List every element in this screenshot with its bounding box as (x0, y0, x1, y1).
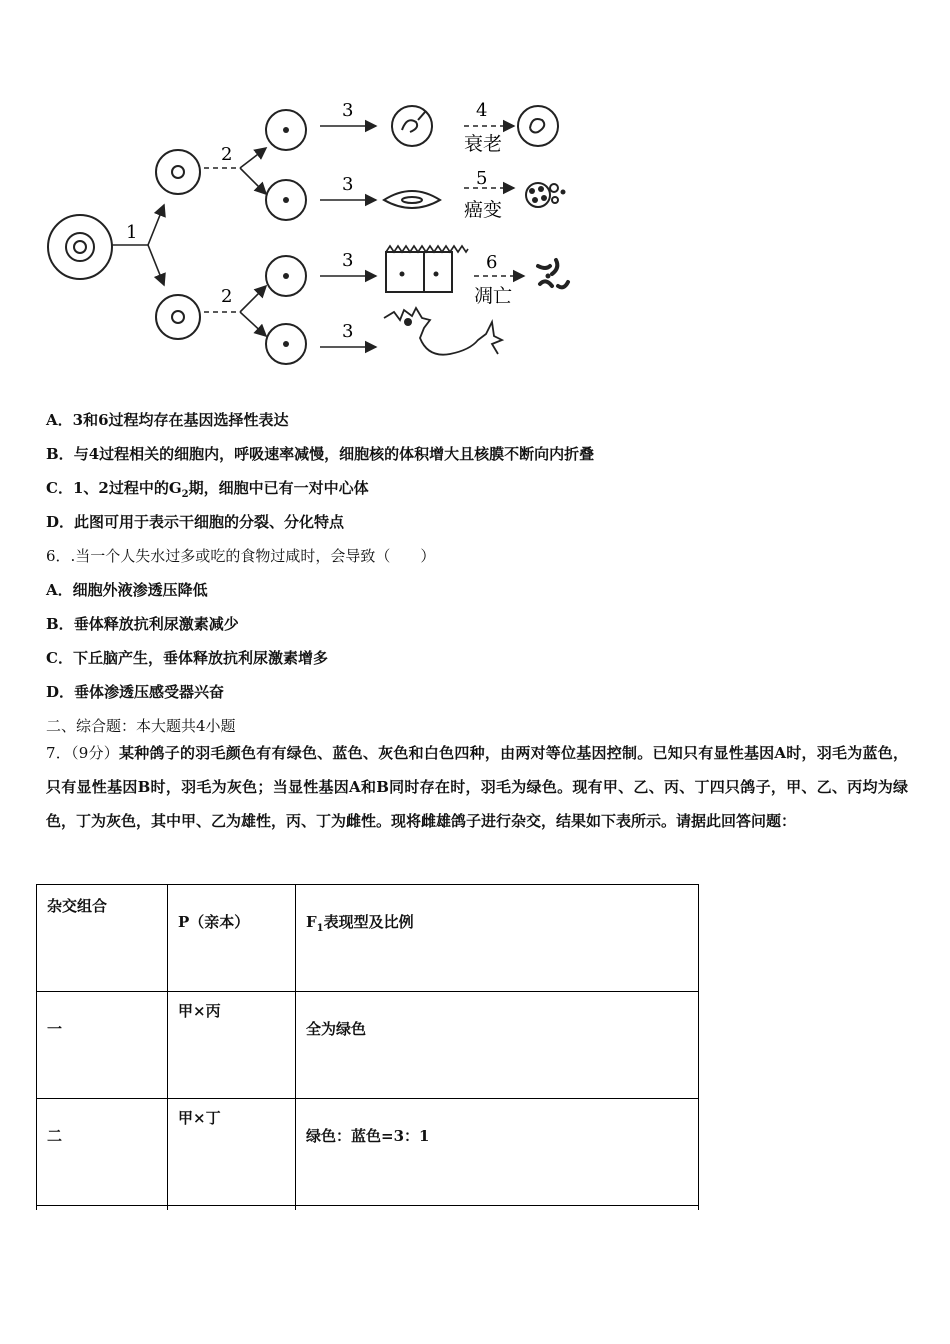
header-parents: P（亲本） (168, 885, 296, 992)
process-3-arrows (320, 126, 376, 347)
process-1-arrows (112, 205, 164, 285)
q6-option-d: D．垂体渗透压感受器兴奋 (46, 683, 225, 701)
arrow-label-3-d: 3 (342, 321, 354, 342)
differentiated-cell-round (392, 106, 432, 146)
arrow-label-2-lower: 2 (221, 286, 233, 307)
apoptotic-fragments (538, 260, 568, 287)
differentiated-cell-spindle (384, 191, 440, 208)
row-result: 全为绿色 (296, 992, 699, 1099)
differentiated-cell-neuron (384, 308, 502, 355)
table-row (37, 1099, 699, 1206)
q7-text: 某种鸽子的羽毛颜色有有绿色、蓝色、灰色和白色四种，由两对等位基因控制。已知只有显性基因A时，羽毛为蓝色，只有显性基因B时，羽毛为灰色；当显性基因A和B同时存在时，羽毛为绿色。现有甲、乙、丙、丁四只鸽子，甲、乙、丙均为绿色，丁为灰色，其中甲、乙为雄性，丙、丁为雌性。现将雌雄鸽子进行杂交，结果如下表所示。请据此回答问题： (46, 744, 908, 830)
row-group: 二 (37, 1099, 168, 1206)
q5-option-b: B．与4过程相关的细胞内，呼吸速率减慢，细胞核的体积增大且核膜不断向内折叠 (46, 445, 595, 463)
aged-cell (518, 106, 558, 146)
stage-label-cancer: 癌变 (464, 199, 503, 221)
process-2-lower-arrows (204, 286, 266, 336)
stage-label-aging: 衰老 (464, 133, 503, 155)
arrow-label-2-upper: 2 (221, 144, 233, 165)
arrow-label-4: 4 (476, 100, 488, 121)
q7-paragraph (46, 736, 908, 838)
differentiated-cell-epithelial (386, 246, 468, 292)
arrow-label-6: 6 (486, 252, 498, 273)
process-2-upper-arrows (204, 148, 266, 194)
cancer-cell-cluster (526, 183, 566, 207)
cell-row4 (266, 324, 306, 364)
page-bottom-blank (0, 1210, 950, 1344)
table-row (37, 992, 699, 1099)
q5-option-c: C．1、2过程中的$G_2$期，细胞中已有一对中心体 (46, 479, 369, 500)
arrow-label-1: 1 (126, 222, 138, 243)
stage-label-apoptosis: 凋亡 (474, 285, 513, 307)
q6-stem: 6．.当一个人失水过多或吃的食物过咸时，会导致（ ） (46, 547, 436, 565)
row-group: 一 (37, 992, 168, 1099)
section2-heading: 二、综合题：本大题共4小题 (46, 717, 236, 735)
q7-number: 7．（9分） (46, 744, 120, 762)
cell-row3 (266, 256, 306, 296)
row-parents: 甲×丁 (168, 1099, 296, 1206)
header-f1: $F_1$表现型及比例 (296, 885, 699, 992)
q5-option-a: A．3和6过程均存在基因选择性表达 (46, 411, 289, 429)
q6-option-b: B．垂体释放抗利尿激素减少 (46, 615, 239, 633)
arrow-label-5: 5 (476, 168, 488, 189)
arrow-label-3-b: 3 (342, 174, 354, 195)
row-parents: 甲×丙 (168, 992, 296, 1099)
arrow-label-3-c: 3 (342, 250, 354, 271)
daughter-cell-lower (156, 295, 200, 339)
table-header-row (37, 885, 699, 992)
row-result: 绿色：蓝色=3：1 (296, 1099, 699, 1206)
header-cross-group: 杂交组合 (37, 885, 168, 992)
q5-option-d: D．此图可用于表示干细胞的分裂、分化特点 (46, 513, 345, 531)
cell-row1 (266, 110, 306, 150)
arrow-label-3-a: 3 (342, 100, 354, 121)
cell-row2 (266, 180, 306, 220)
q6-option-a: A．细胞外液渗透压降低 (46, 581, 208, 599)
q6-option-c: C．下丘脑产生，垂体释放抗利尿激素增多 (46, 649, 328, 667)
mother-cell (48, 215, 112, 279)
daughter-cell-upper (156, 150, 200, 194)
cell-fate-diagram (40, 90, 580, 375)
